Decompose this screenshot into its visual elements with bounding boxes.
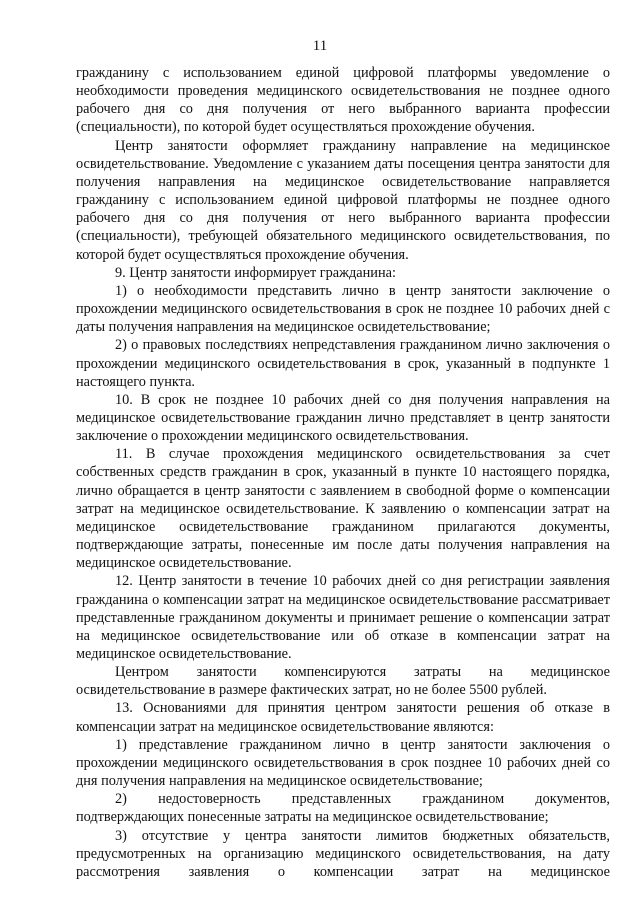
- paragraph-item-10: 10. В срок не позднее 10 рабочих дней со дня получения направления на медицинское освидетельствование гражданин лично представляет в центр занятости заключение о прохождении медицинского освидетельствования.: [76, 391, 610, 445]
- paragraph-item-13-sub-1: 1) представление гражданином лично в центр занятости заключения о прохождении медицинского освидетельствования в срок позднее 10 рабочих дней со дня получения направления на медицинское освидетельствование;: [76, 736, 610, 790]
- paragraph-compensation-limit: Центром занятости компенсируются затраты на медицинское освидетельствование в размере фактических затрат, но не более 5500 рублей.: [76, 664, 610, 699]
- paragraph-item-12: 12. Центр занятости в течение 10 рабочих дней со дня регистрации заявления гражданина о компенсации затрат на медицинское освидетельствование рассматривает представленные гражданином документы и принимает решение о компенсации затрат на медицинское освидетельствование или об отказе в компенсации затрат на медицинское освидетельствование.: [76, 573, 610, 662]
- paragraph-item-9-sub-2: 2) о правовых последствиях непредставления гражданином лично заключения о прохождении медицинского освидетельствования в срок, указанный в подпункте 1 настоящего пункта.: [76, 337, 610, 390]
- paragraph-item-13: 13. Основаниями для принятия центром занятости решения об отказе в компенсации затрат на медицинское освидетельствование являются:: [76, 700, 610, 735]
- paragraph-continuation: гражданину с использованием единой цифровой платформы уведомление о необходимости проведения медицинского освидетельствования не позднее одного рабочего дня со дня получения от него выбранного варианта профессии (специальности), по которой будет осуществляться прохождение обучения.: [76, 65, 610, 136]
- paragraph-item-13-sub-2: 2) недостоверность представленных гражданином документов, подтверждающих понесенные затраты на медицинское освидетельствование;: [76, 791, 610, 826]
- paragraph-item-9-sub-1: 1) о необходимости представить лично в центр занятости заключение о прохождении медицинского освидетельствования в срок не позднее 10 рабочих дней с даты получения направления на медицинское освидетельствование;: [76, 282, 610, 336]
- page-number: 11: [312, 38, 328, 54]
- paragraph-item-13-sub-3: 3) отсутствие у центра занятости лимитов бюджетных обязательств, предусмотренных на организацию медицинского освидетельствования, на дату рассмотрения заявления о компенсации затрат на медицинское: [76, 827, 610, 880]
- document-body: [76, 64, 610, 881]
- paragraph-item-9: 9. Центр занятости информирует гражданина:: [115, 264, 396, 281]
- paragraph-item-11: 11. В случае прохождения медицинского освидетельствования за счет собственных средств гражданин в срок, указанный в пункте 10 настоящего порядка, лично обращается в центр занятости с заявлением в свободной форме о компенсации затрат на медицинское освидетельствование. К заявлению о компенсации затрат на медицинское освидетельствование гражданином прилагаются документы, подтверждающие затраты, понесенные им после даты получения направления на медицинское освидетельствование.: [76, 446, 610, 572]
- paragraph-referral: Центр занятости оформляет гражданину направление на медицинское освидетельствование. Уведомление с указанием даты посещения центра занятости для получения направления на медицинское освидетельствование направляется гражданину с использованием единой цифровой платформы не позднее одного рабочего дня со дня получения от него выбранного варианта профессии (специальности), требующей обязательного медицинского освидетельствования, по которой будет осуществляться прохождение обучения.: [76, 137, 610, 263]
